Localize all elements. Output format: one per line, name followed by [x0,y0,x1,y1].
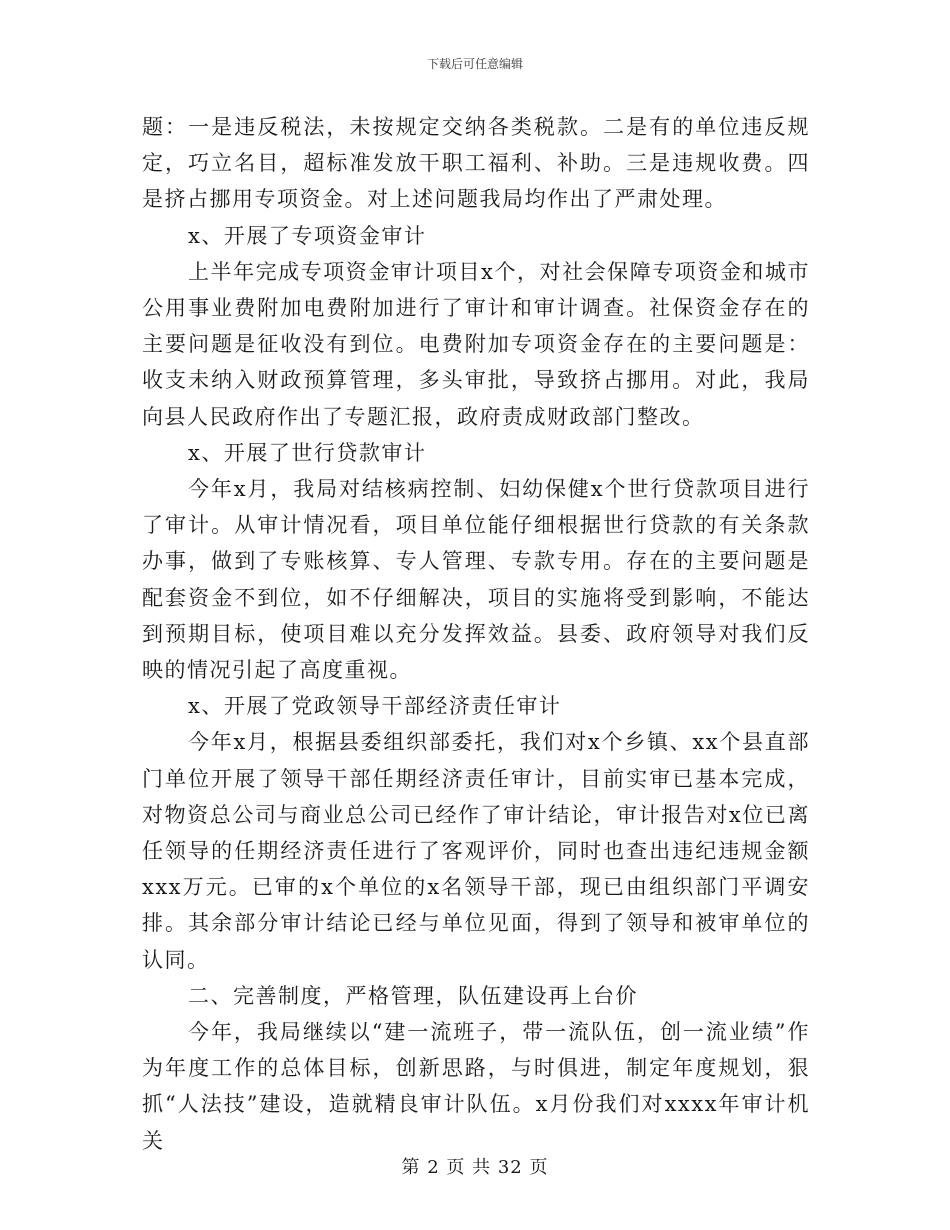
paragraph-continuation: 题：一是违反税法，未按规定交纳各类税款。二是有的单位违反规定，巧立名目，超标准发放干职工福利、补助。三是违规收费。四是挤占挪用专项资金。对上述问题我局均作出了严肃处理。 [142,115,810,212]
paragraph: 今年x月，根据县委组织部委托，我们对x个乡镇、xx个县直部门单位开展了领导干部任期经济责任审计，目前实审已基本完成，对物资总公司与商业总公司已经作了审计结论，审计报告对x位已离任领导的任期经济责任进行了客观评价，同时也查出违纪违规金额xxx万元。已审的x个单位的x名领导干部，现已由组织部门平调安排。其余部分审计结论已经与单位见面，得到了领导和被审单位的认同。 [142,730,810,972]
section-heading: x、开展了党政领导干部经济责任审计 [188,694,562,719]
page-header-note: 下载后可任意编辑 [426,57,523,71]
paragraph: 上半年完成专项资金审计项目x个，对社会保障专项资金和城市公用事业费附加电费附加进行了审计和审计调查。社保资金存在的主要问题是征收没有到位。电费附加专项资金存在的主要问题是：收支未纳入财政预算管理，多头审批，导致挤占挪用。对此，我局向县人民政府作出了专题汇报，政府责成财政部门整改。 [142,259,810,429]
paragraph: 今年，我局继续以“建一流班子，带一流队伍，创一流业绩”作为年度工作的总体目标，创新思路，与时俱进，制定年度规划，狠抓“人法技”建设，造就精良审计队伍。x月份我们对xxxx年审计机关 [142,1020,810,1153]
section-heading: x、开展了世行贷款审计 [188,440,427,465]
page-number-label: 第 2 页 共 32 页 [401,1157,549,1178]
document-body [142,109,810,1159]
section-heading: x、开展了专项资金审计 [188,223,427,248]
section-heading: 二、完善制度，严格管理，队伍建设再上台价 [188,983,638,1008]
page-number [0,1153,950,1179]
paragraph: 今年x月，我局对结核病控制、妇幼保健x个世行贷款项目进行了审计。从审计情况看，项目单位能仔细根据世行贷款的有关条款办事，做到了专账核算、专人管理、专款专用。存在的主要问题是配套资金不到位，如不仔细解决，项目的实施将受到影响，不能达到预期目标，使项目难以充分发挥效益。县委、政府领导对我们反映的情况引起了高度重视。 [142,477,810,683]
